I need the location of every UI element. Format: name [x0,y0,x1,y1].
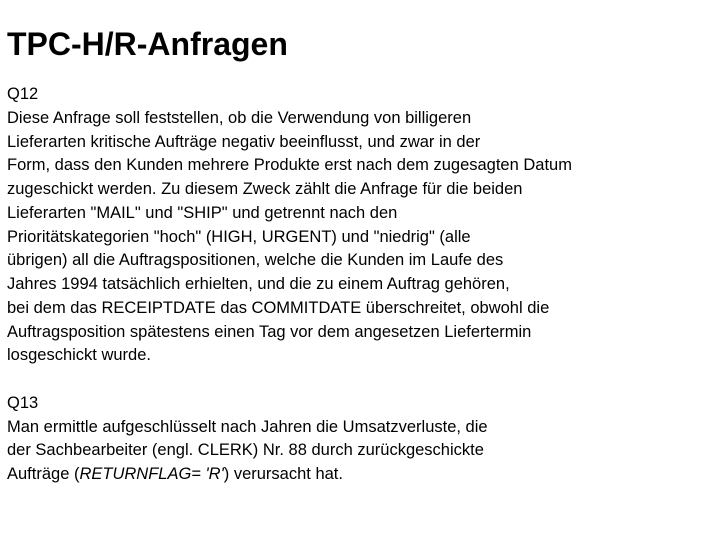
q12-line: Auftragsposition spätestens einen Tag vor dem angesetzen Liefertermin [7,322,532,341]
slide-body [7,83,712,487]
q12-line: übrigen) all die Auftragspositionen, welche die Kunden im Laufe des [7,251,504,270]
q12-line: Lieferarten "MAIL" und "SHIP" und getrennt nach den [7,203,398,222]
q12-label: Q12 [7,85,39,103]
q13-line: der Sachbearbeiter (engl. CLERK) Nr. 88 durch zurückgeschickte [7,441,484,460]
q12-section [7,83,712,368]
paragraph-gap [7,368,712,392]
returnflag-condition: RETURNFLAG= 'R' [79,465,224,483]
q12-line: zugeschickt werden. Zu diesem Zweck zählt die Anfrage für die beiden [7,180,523,198]
q12-line: Prioritätskategorien "hoch" (HIGH, URGENT) und "niedrig" (alle [7,227,471,246]
q12-line: Jahres 1994 tatsächlich erhielten, und die zu einem Auftrag gehören, [7,275,510,293]
slide-title: TPC-H/R-Anfragen [7,26,288,62]
q13-last-line [7,463,712,487]
q12-line: Lieferarten kritische Aufträge negativ beeinflusst, und zwar in der [7,132,481,151]
q13-last-line-prefix: Aufträge ( [7,465,80,483]
q13-line: Man ermittle aufgeschlüsselt nach Jahren die Umsatzverluste, die [7,417,488,436]
q13-section [7,392,712,487]
q13-last-line-suffix: ) verursacht hat. [223,465,343,483]
q12-line: Form, dass den Kunden mehrere Produkte erst nach dem zugesagten Datum [7,156,572,175]
q12-line: Diese Anfrage soll feststellen, ob die Verwendung von billigeren [7,108,472,127]
q12-line: losgeschickt wurde. [7,346,151,365]
q13-label: Q13 [7,393,39,412]
q12-line: bei dem das RECEIPTDATE das COMMITDATE überschreitet, obwohl die [7,298,550,317]
